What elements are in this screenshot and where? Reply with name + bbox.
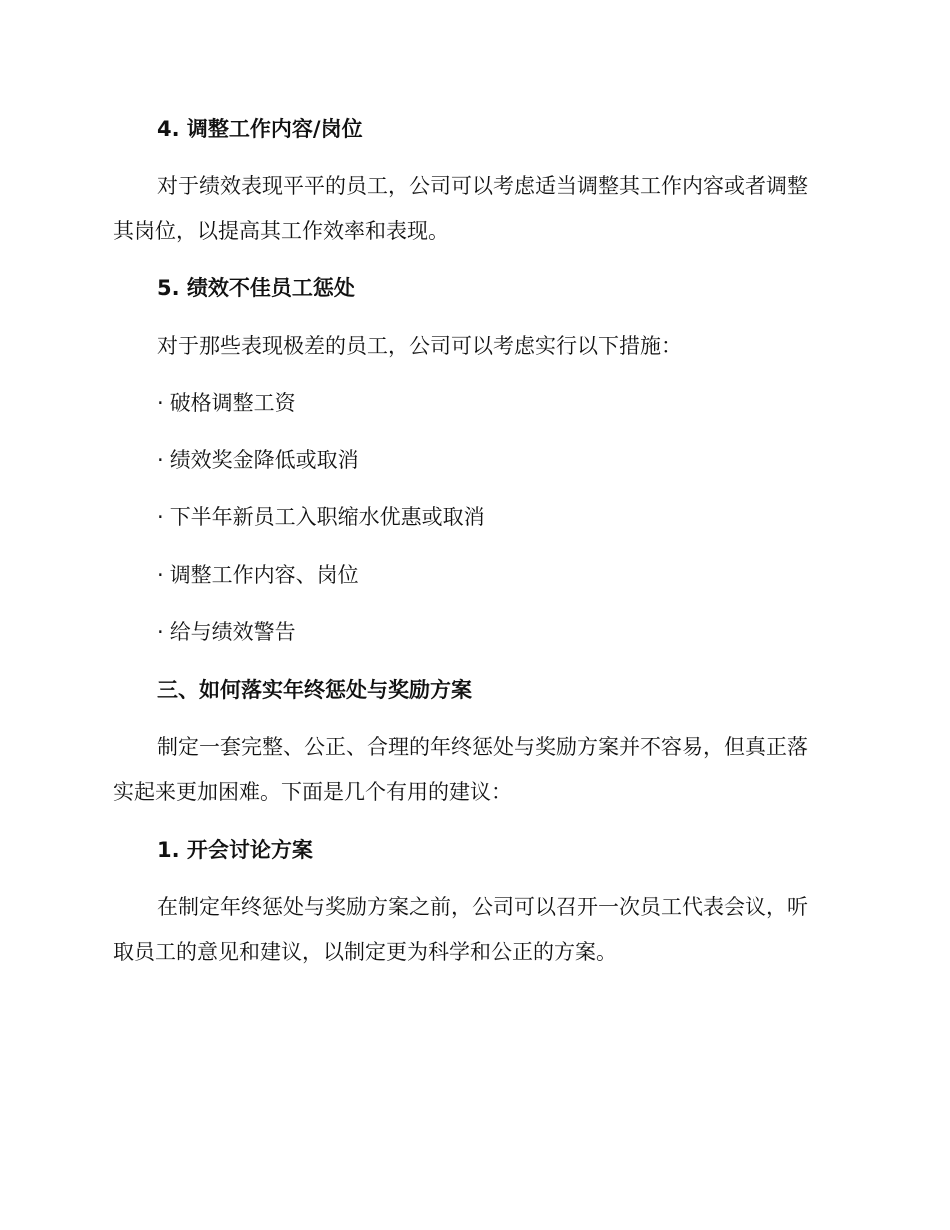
bullet-text: 调整工作内容、岗位 — [169, 563, 359, 587]
part-3-paragraph-line-2: 实起来更加困难。下面是几个有用的建议： — [113, 780, 512, 804]
section-5-heading: 5. 绩效不佳员工惩处 — [157, 276, 355, 300]
section-5-intro: 对于那些表现极差的员工，公司可以考虑实行以下措施： — [157, 334, 682, 358]
bullet-marker: · — [157, 563, 164, 587]
section-4-heading: 4. 调整工作内容/岗位 — [157, 117, 363, 141]
bullet-marker: · — [157, 391, 164, 415]
bullet-item — [157, 617, 857, 647]
bullet-text: 破格调整工资 — [169, 391, 296, 415]
bullet-text: 下半年新员工入职缩水优惠或取消 — [169, 505, 485, 529]
bullet-item — [157, 445, 857, 475]
part-3-heading: 三、如何落实年终惩处与奖励方案 — [157, 678, 472, 702]
bullet-text: 给与绩效警告 — [169, 620, 296, 644]
item-1-heading: 1. 开会讨论方案 — [157, 838, 313, 862]
item-1-paragraph-line-2: 取员工的意见和建议，以制定更为科学和公正的方案。 — [113, 940, 617, 964]
bullet-text: 绩效奖金降低或取消 — [169, 448, 359, 472]
bullet-marker: · — [157, 448, 164, 472]
section-4-paragraph-line-2: 其岗位，以提高其工作效率和表现。 — [113, 219, 449, 243]
bullet-marker: · — [157, 620, 164, 644]
item-1-paragraph-line-1: 在制定年终惩处与奖励方案之前，公司可以召开一次员工代表会议，听 — [157, 895, 808, 919]
bullet-marker: · — [157, 505, 164, 529]
part-3-paragraph-line-1: 制定一套完整、公正、合理的年终惩处与奖励方案并不容易，但真正落 — [157, 735, 808, 759]
bullet-item — [157, 388, 857, 418]
bullet-item — [157, 502, 857, 532]
section-4-paragraph-line-1: 对于绩效表现平平的员工，公司可以考虑适当调整其工作内容或者调整 — [157, 174, 808, 198]
bullet-item — [157, 560, 857, 590]
